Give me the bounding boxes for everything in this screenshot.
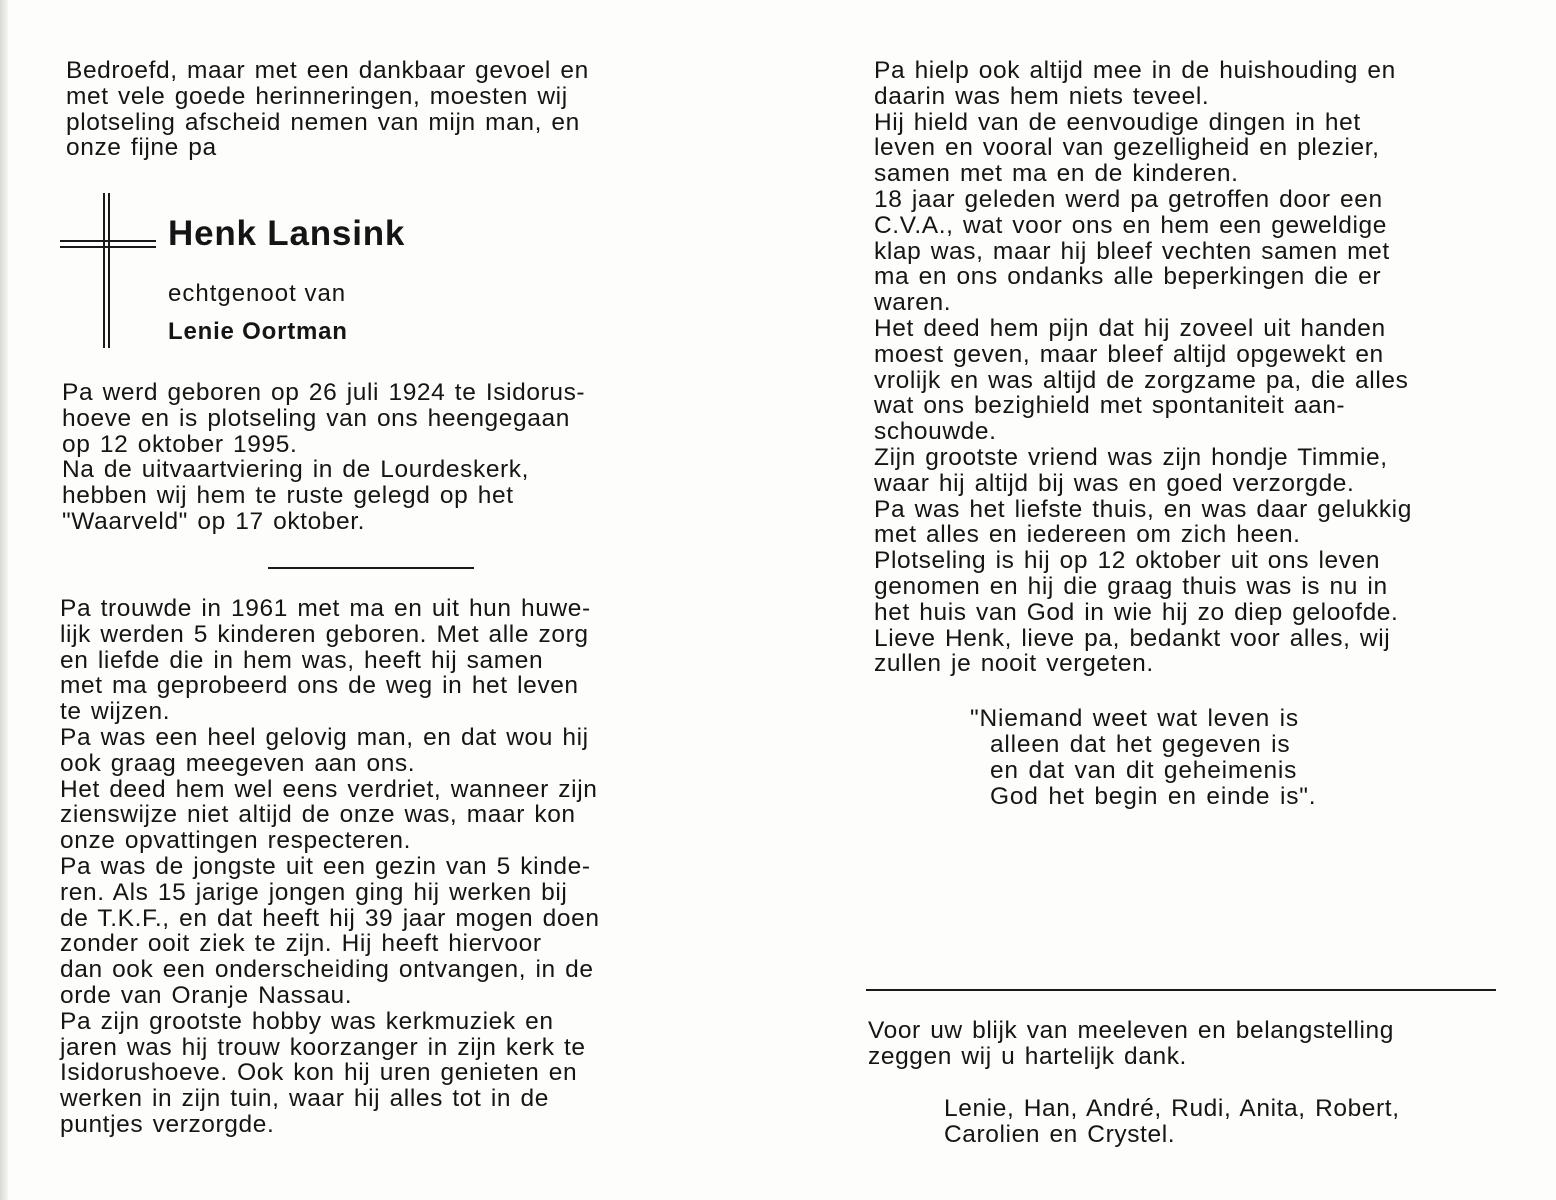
deceased-name: Henk Lansink — [168, 214, 406, 253]
text-line: orde van Oranje Nassau. — [60, 981, 353, 1009]
text-line: Het deed hem wel eens verdriet, wanneer zijn — [60, 775, 598, 803]
text-line: te wijzen. — [60, 698, 171, 726]
text-line: Voor uw blijk van meeleven en belangstelling — [868, 1017, 1394, 1044]
right-paragraph — [874, 58, 1506, 677]
text-line: Na de uitvaartviering in de Lourdeskerk, — [62, 456, 530, 484]
cross-horizontal-bar — [60, 240, 156, 242]
text-line: Lieve Henk, lieve pa, bedankt voor alles, wij — [874, 624, 1391, 652]
text-line: 18 jaar geleden werd pa getroffen door een — [874, 185, 1383, 213]
text-line: Pa trouwde in 1961 met ma en uit hun huwe- — [60, 595, 591, 622]
text-line: zienswijze niet altijd de onze was, maar kon — [60, 801, 576, 829]
text-line: zonder ooit ziek te zijn. Hij heeft hiervoor — [60, 930, 542, 958]
cross-vertical-bar — [108, 193, 110, 348]
text-line: ma en ons ondanks alle beperkingen die er — [874, 263, 1382, 291]
text-line: genomen en hij die graag thuis was is nu in — [874, 572, 1388, 600]
text-line: jaren was hij trouw koorzanger in zijn kerk te — [60, 1033, 586, 1061]
text-line: het huis van God in wie hij zo diep geloofde. — [874, 598, 1399, 626]
text-line: Pa zijn grootste hobby was kerkmuziek en — [60, 1007, 554, 1035]
text-line: de T.K.F., en dat heeft hij 39 jaar mogen doen — [60, 904, 600, 932]
text-line: Het deed hem pijn dat hij zoveel uit handen — [874, 314, 1386, 342]
text-line: hebben wij hem te ruste gelegd op het — [62, 482, 514, 510]
text-line: plotseling afscheid nemen van mijn man, en — [66, 108, 580, 136]
text-line: dan ook een onderscheiding ontvangen, in de — [60, 956, 594, 984]
text-line: waren. — [874, 289, 952, 317]
text-line: daarin was hem niets teveel. — [874, 82, 1210, 110]
life-paragraph — [60, 596, 688, 1138]
text-line: Pa hielp ook altijd mee in de huishouding en — [874, 57, 1396, 84]
text-line: Lenie, Han, André, Rudi, Anita, Robert, — [944, 1095, 1400, 1122]
text-line: Isidorushoeve. Ook kon hij uren genieten en — [60, 1059, 578, 1087]
text-line: ook graag meegeven aan ons. — [60, 749, 416, 777]
text-line: vrolijk en was altijd de zorgzame pa, die alles — [874, 366, 1409, 394]
intro-paragraph — [66, 58, 690, 161]
family-signature — [944, 1096, 1500, 1148]
text-line: met alles en iedereen om zich heen. — [874, 521, 1301, 549]
text-line: waar hij altijd bij was en goed verzorgde. — [874, 469, 1355, 497]
thanks-paragraph — [868, 1018, 1500, 1070]
cross-horizontal-bar — [60, 246, 156, 248]
text-line: klap was, maar hij bleef vechten samen met — [874, 237, 1390, 265]
text-line: "Waarveld" op 17 oktober. — [62, 507, 366, 535]
text-line: en liefde die in hem was, heeft hij samen — [60, 646, 544, 674]
text-line: samen met ma en de kinderen. — [874, 160, 1239, 188]
poem-quote — [970, 706, 1316, 810]
text-line: Bedroefd, maar met een dankbaar gevoel en — [66, 57, 589, 84]
text-line: lijk werden 5 kinderen geboren. Met alle zorg — [60, 620, 589, 648]
text-line: hoeve en is plotseling van ons heengegaan — [62, 404, 570, 432]
text-line: Pa werd geboren op 26 juli 1924 te Isidorus- — [62, 379, 586, 406]
text-line: op 12 oktober 1995. — [62, 430, 298, 458]
text-line: Hij hield van de eenvoudige dingen in het — [874, 108, 1361, 136]
text-line: onze fijne pa — [66, 134, 217, 162]
poem-line: God het begin en einde is". — [990, 783, 1317, 810]
text-line: puntjes verzorgde. — [60, 1110, 275, 1138]
text-line: moest geven, maar bleef altijd opgewekt en — [874, 340, 1384, 368]
text-line: C.V.A., wat voor ons en hem een geweldige — [874, 211, 1388, 239]
cross-vertical-bar — [103, 193, 105, 348]
poem-line: alleen dat het gegeven is — [990, 731, 1291, 758]
text-line: Plotseling is hij op 12 oktober uit ons leven — [874, 547, 1381, 575]
poem-line: "Niemand weet wat leven is — [970, 705, 1299, 732]
text-line: ren. Als 15 jarige jongen ging hij werken bij — [60, 878, 568, 906]
spouse-name: Lenie Oortman — [168, 318, 348, 345]
text-line: met vele goede herinneringen, moesten wij — [66, 82, 568, 110]
text-line: zeggen wij u hartelijk dank. — [868, 1042, 1187, 1070]
text-line: werken in zijn tuin, waar hij alles tot in de — [60, 1085, 549, 1113]
text-line: leven en vooral van gezelligheid en plezier, — [874, 134, 1380, 162]
text-line: Zijn grootste vriend was zijn hondje Timmie, — [874, 443, 1388, 471]
text-line: wat ons bezighield met spontaniteit aan- — [874, 392, 1346, 420]
thanks-divider — [866, 989, 1496, 991]
spouse-label: echtgenoot van — [168, 280, 347, 307]
text-line: onze opvattingen respecteren. — [60, 827, 412, 855]
birth-paragraph — [62, 380, 690, 535]
text-line: Carolien en Crystel. — [944, 1120, 1176, 1148]
text-line: zullen je nooit vergeten. — [874, 650, 1154, 678]
text-line: met ma geprobeerd ons de weg in het leven — [60, 672, 579, 700]
scan-edge — [0, 0, 8, 1200]
text-line: Pa was de jongste uit een gezin van 5 kinde- — [60, 852, 591, 880]
section-divider — [268, 567, 474, 569]
text-line: Pa was een heel gelovig man, en dat wou hij — [60, 723, 589, 751]
poem-line: en dat van dit geheimenis — [990, 757, 1298, 784]
text-line: schouwde. — [874, 418, 997, 446]
text-line: Pa was het liefste thuis, en was daar gelukkig — [874, 495, 1412, 523]
